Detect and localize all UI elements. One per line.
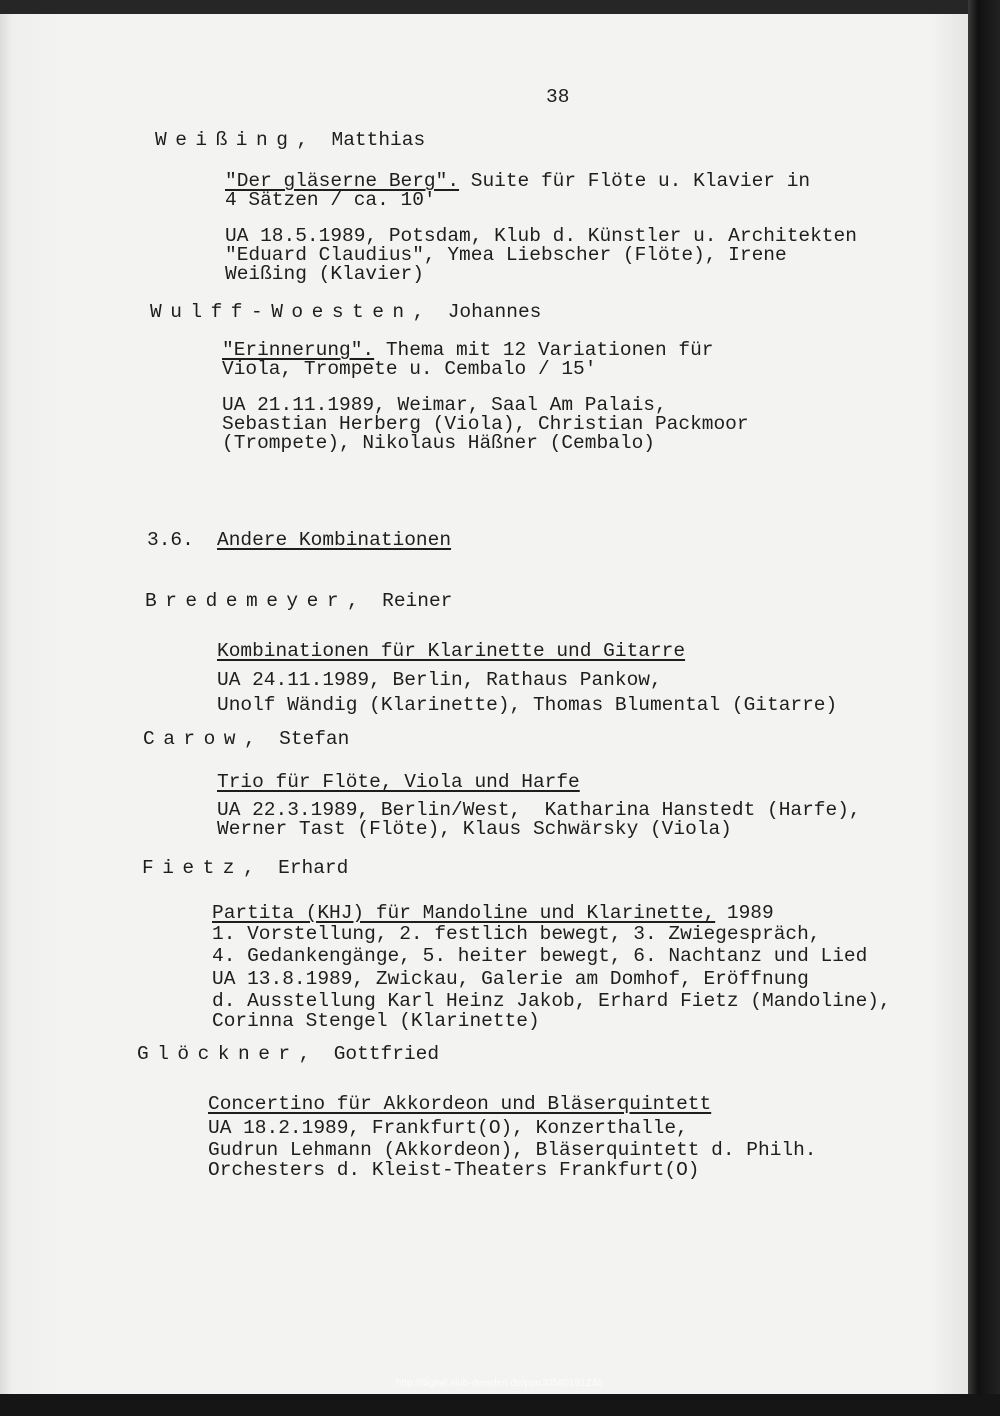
- section-number: 3.6.: [147, 529, 194, 551]
- section-title: Andere Kombinationen: [217, 529, 452, 551]
- premiere-line: UA 24.11.1989, Berlin, Rathaus Pankow,: [217, 669, 662, 691]
- composer-surname: Carow: [143, 728, 245, 750]
- work-description: Suite für Flöte u. Klavier in: [459, 170, 811, 192]
- premiere-line: d. Ausstellung Karl Heinz Jakob, Erhard Fietz (Mandoline),: [212, 990, 891, 1012]
- premiere-line: Orchesters d. Kleist-Theaters Frankfurt(O): [208, 1159, 700, 1181]
- composer-surname: Bredemeyer: [145, 590, 348, 612]
- composer-heading: Fietz, Erhard: [142, 857, 349, 879]
- composer-heading: Carow, Stefan: [143, 728, 350, 750]
- scan-right-edge: [968, 0, 1000, 1416]
- composer-heading: Wulff-Woesten, Johannes: [150, 301, 542, 323]
- composer-firstname: Gottfried: [333, 1043, 440, 1065]
- work-title-line: [225, 171, 810, 191]
- premiere-line: UA 18.5.1989, Potsdam, Klub d. Künstler u. Architekten: [225, 225, 857, 247]
- page-number: 38: [546, 86, 570, 108]
- composer-heading: Weißing, Matthias: [155, 129, 426, 151]
- work-description: 1989: [715, 902, 774, 924]
- premiere-line: UA 18.2.1989, Frankfurt(O), Konzerthalle,: [208, 1117, 688, 1139]
- work-detail: 4 Sätzen / ca. 10': [225, 189, 436, 211]
- composer-firstname: Matthias: [331, 129, 426, 151]
- work-title: Trio für Flöte, Viola und Harfe: [217, 771, 580, 793]
- composer-firstname: Erhard: [278, 857, 349, 879]
- composer-firstname: Johannes: [447, 301, 542, 323]
- scan-top-edge: [0, 0, 1000, 14]
- source-url-watermark: http://digital.slub-dresden.de/ppn30580181Z46: [396, 1378, 603, 1389]
- work-detail: 4. Gedankengänge, 5. heiter bewegt, 6. Nachtanz und Lied: [212, 945, 868, 967]
- work-title: Partita (KHJ) für Mandoline und Klarinette,: [212, 902, 716, 924]
- work-title: "Der gläserne Berg".: [225, 170, 460, 192]
- premiere-line: Gudrun Lehmann (Akkordeon), Bläserquintett d. Philh.: [208, 1139, 817, 1161]
- premiere-line: Weißing (Klavier): [225, 263, 424, 285]
- premiere-line: "Eduard Claudius", Ymea Liebscher (Flöte), Irene: [225, 244, 787, 266]
- premiere-line: UA 13.8.1989, Zwickau, Galerie am Domhof, Eröffnung: [212, 968, 809, 990]
- composer-heading: Glöckner, Gottfried: [137, 1043, 440, 1065]
- composer-surname: Wulff-Woesten: [150, 301, 413, 323]
- work-detail: 1. Vorstellung, 2. festlich bewegt, 3. Zwiegespräch,: [212, 923, 821, 945]
- work-title: Kombinationen für Klarinette und Gitarre: [217, 640, 686, 662]
- composer-surname: Weißing: [155, 129, 297, 151]
- premiere-line: Corinna Stengel (Klarinette): [212, 1010, 540, 1032]
- composer-surname: Glöckner: [137, 1043, 299, 1065]
- premiere-line: Unolf Wändig (Klarinette), Thomas Blumental (Gitarre): [217, 694, 838, 716]
- composer-surname: Fietz: [142, 857, 244, 879]
- composer-firstname: Stefan: [279, 728, 350, 750]
- work-title: Concertino für Akkordeon und Bläserquintett: [208, 1093, 712, 1115]
- work-detail: Viola, Trompete u. Cembalo / 15': [222, 358, 597, 380]
- composer-firstname: Reiner: [382, 590, 453, 612]
- premiere-line: (Trompete), Nikolaus Häßner (Cembalo): [222, 432, 655, 454]
- premiere-line: UA 21.11.1989, Weimar, Saal Am Palais,: [222, 394, 667, 416]
- premiere-line: Werner Tast (Flöte), Klaus Schwärsky (Viola): [217, 818, 732, 840]
- scan-bottom-edge: [0, 1394, 1000, 1416]
- work-title-line: [212, 903, 774, 923]
- work-title: "Erinnerung".: [222, 339, 375, 361]
- work-description: Thema mit 12 Variationen für: [374, 339, 714, 361]
- composer-heading: Bredemeyer, Reiner: [145, 590, 453, 612]
- premiere-line: UA 22.3.1989, Berlin/West, Katharina Hanstedt (Harfe),: [217, 799, 861, 821]
- premiere-line: Sebastian Herberg (Viola), Christian Packmoor: [222, 413, 749, 435]
- work-title-line: [222, 340, 713, 360]
